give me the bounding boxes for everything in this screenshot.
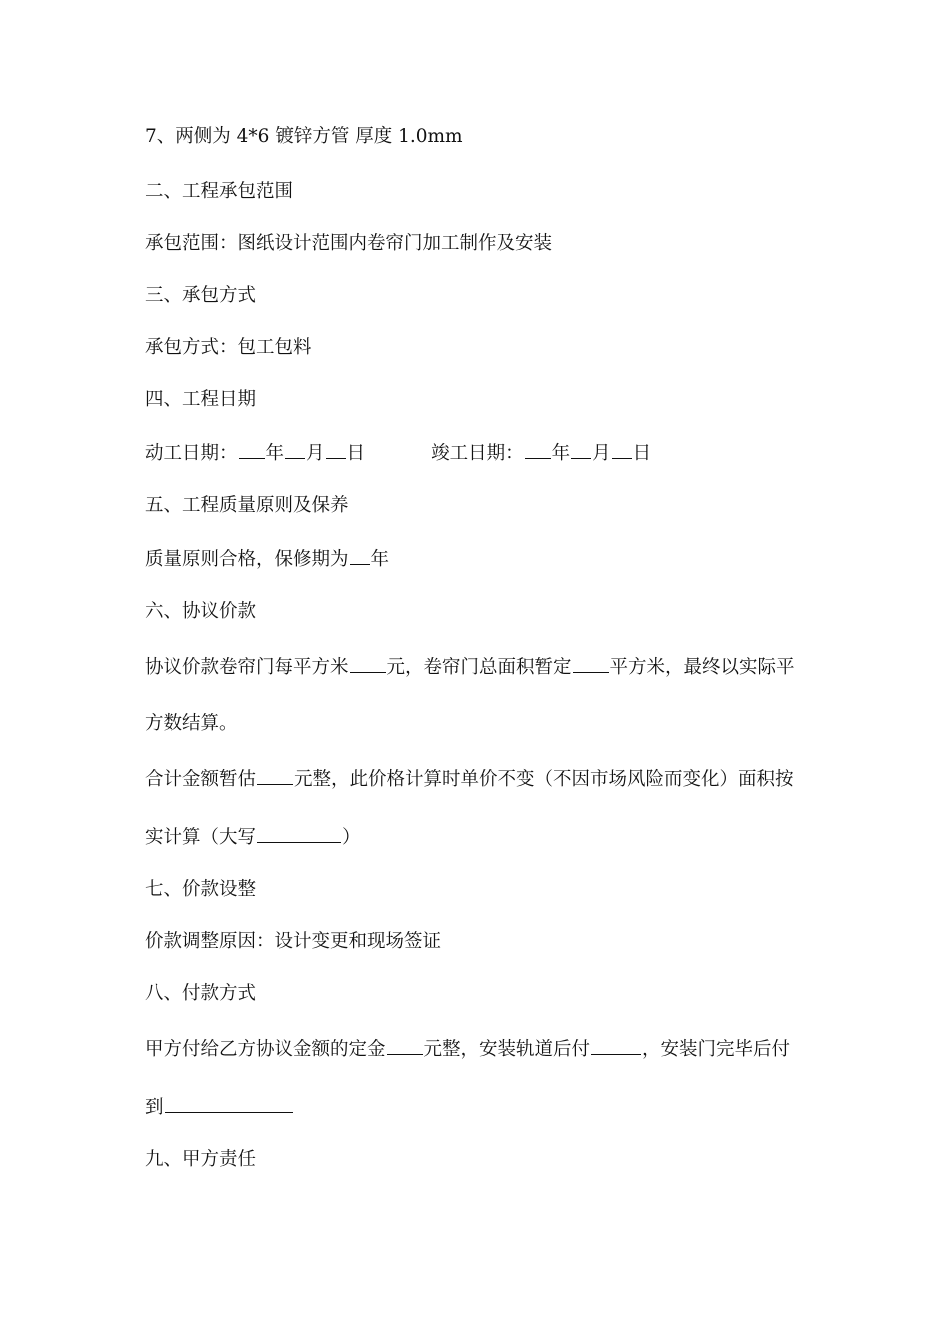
payment-description-continued (145, 1093, 815, 1121)
line-text: 元整，安装轨道后付 (423, 1039, 591, 1060)
line-text: 甲方付给乙方协议金额的定金 (145, 1039, 386, 1060)
section-heading-payment (145, 981, 815, 1007)
track-payment-blank[interactable] (591, 1035, 641, 1055)
price-description-continued (145, 711, 815, 737)
deposit-blank[interactable] (387, 1035, 423, 1055)
scope-description (145, 231, 815, 257)
year-unit: 年 (265, 443, 285, 464)
line-text: 元整，此价格计算时单价不变（不因市场风险而变化）面积按 (294, 769, 794, 790)
section-heading-method (145, 283, 815, 309)
heading-text: 二、工程承包范围 (145, 181, 294, 202)
line-text: 合计金额暂估 (145, 769, 257, 790)
method-description (145, 335, 815, 361)
day-unit: 日 (346, 443, 366, 464)
line-text: 协议价款卷帘门每平方米 (145, 657, 349, 678)
line-text: 到 (145, 1097, 164, 1118)
month-unit: 月 (306, 443, 325, 464)
heading-text: 三、承包方式 (145, 285, 257, 306)
line-text: ，安装门完毕后付 (642, 1039, 791, 1060)
section-heading-dates (145, 387, 815, 413)
start-month-blank[interactable] (285, 439, 305, 459)
adjustment-description (145, 929, 815, 955)
amount-in-words-blank[interactable] (257, 823, 341, 843)
line-text: ） (342, 827, 361, 848)
day-unit: 日 (632, 443, 652, 464)
material-spec-line (145, 124, 815, 150)
start-date-label: 动工日期： (145, 443, 238, 464)
heading-text: 九、甲方责任 (145, 1149, 257, 1170)
heading-text: 七、价款设整 (145, 879, 257, 900)
section-heading-price (145, 599, 815, 625)
total-amount-line (145, 765, 815, 793)
start-day-blank[interactable] (326, 439, 346, 459)
payment-description (145, 1035, 815, 1063)
warranty-years-blank[interactable] (350, 545, 370, 565)
heading-text: 八、付款方式 (145, 983, 257, 1004)
end-year-blank[interactable] (525, 439, 551, 459)
line-text: 7、两侧为 4*6 镀锌方管 厚度 1.0mm (145, 126, 463, 147)
final-payment-blank[interactable] (165, 1093, 293, 1113)
heading-text: 六、协议价款 (145, 601, 257, 622)
end-date-label: 竣工日期： (431, 443, 524, 464)
line-text: 承包范围：图纸设计范围内卷帘门加工制作及安装 (145, 233, 553, 254)
unit-price-blank[interactable] (350, 653, 386, 673)
line-text: 元，卷帘门总面积暂定 (386, 657, 572, 678)
line-text: 价款调整原因：设计变更和现场签证 (145, 931, 442, 952)
year-unit: 年 (551, 443, 571, 464)
section-heading-quality (145, 493, 815, 519)
section-heading-party-a (145, 1147, 815, 1173)
total-amount-blank[interactable] (257, 765, 293, 785)
end-day-blank[interactable] (612, 439, 632, 459)
line-text: 承包方式：包工包料 (145, 337, 312, 358)
month-unit: 月 (592, 443, 611, 464)
section-heading-scope (145, 179, 815, 205)
line-text: 质量原则合格，保修期为 (145, 549, 349, 570)
area-blank[interactable] (573, 653, 609, 673)
line-text: 方数结算。 (145, 713, 238, 734)
heading-text: 四、工程日期 (145, 389, 257, 410)
quality-description (145, 545, 815, 573)
line-text: 实计算（大写 (145, 827, 257, 848)
price-description (145, 653, 815, 681)
line-text: 年 (370, 549, 390, 570)
start-year-blank[interactable] (239, 439, 265, 459)
dates-line (145, 439, 815, 467)
section-heading-adjustment (145, 877, 815, 903)
line-text: 平方米，最终以实际平 (609, 657, 795, 678)
amount-in-words-line (145, 823, 815, 851)
heading-text: 五、工程质量原则及保养 (145, 495, 349, 516)
end-month-blank[interactable] (571, 439, 591, 459)
